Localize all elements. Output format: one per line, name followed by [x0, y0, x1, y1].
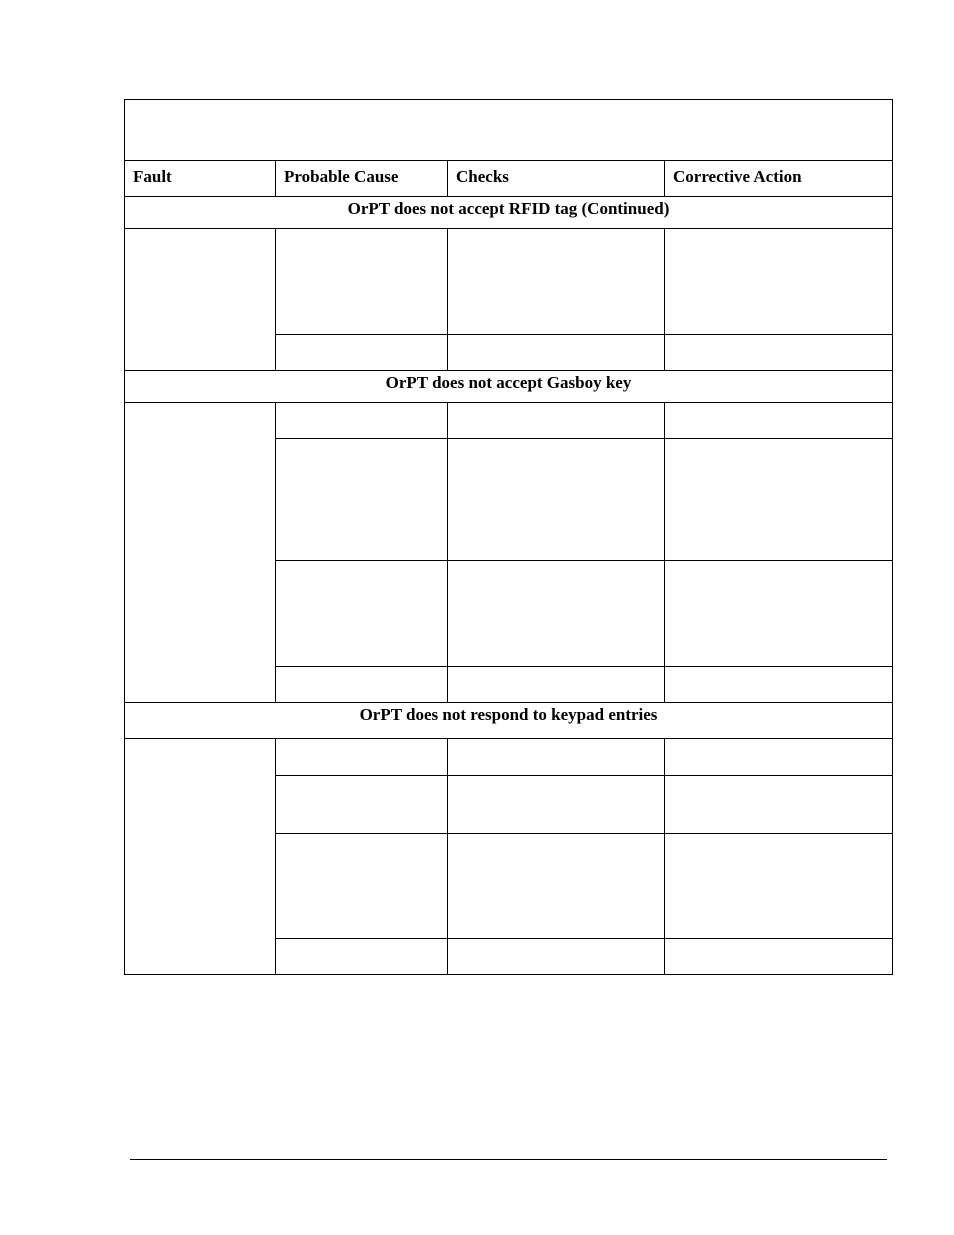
- cause-cell: [276, 834, 448, 939]
- section-title-gasboy-key: OrPT does not accept Gasboy key: [125, 371, 893, 403]
- action-cell: [665, 403, 893, 439]
- cause-cell: [276, 667, 448, 703]
- action-cell: [665, 335, 893, 371]
- section-title-keypad: OrPT does not respond to keypad entries: [125, 703, 893, 739]
- header-corrective-action: Corrective Action: [665, 161, 893, 197]
- checks-cell: [448, 667, 665, 703]
- checks-cell: [448, 739, 665, 776]
- action-cell: [665, 776, 893, 834]
- action-cell: [665, 739, 893, 776]
- checks-cell: [448, 229, 665, 335]
- footer-divider: [130, 1159, 887, 1160]
- checks-cell: [448, 939, 665, 975]
- fault-cell: [125, 739, 276, 975]
- cause-cell: [276, 739, 448, 776]
- cause-cell: [276, 561, 448, 667]
- checks-cell: [448, 439, 665, 561]
- cause-cell: [276, 403, 448, 439]
- action-cell: [665, 439, 893, 561]
- table-title-row: [125, 100, 893, 161]
- action-cell: [665, 561, 893, 667]
- section-row-keypad: [125, 703, 893, 739]
- cause-cell: [276, 229, 448, 335]
- table-header-row: [125, 161, 893, 197]
- action-cell: [665, 667, 893, 703]
- table-title-cell: [125, 100, 893, 161]
- header-fault: Fault: [125, 161, 276, 197]
- action-cell: [665, 834, 893, 939]
- table-row: [125, 403, 893, 439]
- section-title-rfid: OrPT does not accept RFID tag (Continued): [125, 197, 893, 229]
- table-row: [125, 739, 893, 776]
- checks-cell: [448, 561, 665, 667]
- cause-cell: [276, 939, 448, 975]
- fault-cell: [125, 229, 276, 371]
- troubleshooting-table: [124, 99, 893, 975]
- header-probable-cause: Probable Cause: [276, 161, 448, 197]
- action-cell: [665, 939, 893, 975]
- section-row-gasboy-key: [125, 371, 893, 403]
- section-row-rfid: [125, 197, 893, 229]
- checks-cell: [448, 834, 665, 939]
- cause-cell: [276, 335, 448, 371]
- checks-cell: [448, 776, 665, 834]
- fault-cell: [125, 403, 276, 703]
- action-cell: [665, 229, 893, 335]
- header-checks: Checks: [448, 161, 665, 197]
- cause-cell: [276, 776, 448, 834]
- checks-cell: [448, 335, 665, 371]
- checks-cell: [448, 403, 665, 439]
- cause-cell: [276, 439, 448, 561]
- table-row: [125, 229, 893, 335]
